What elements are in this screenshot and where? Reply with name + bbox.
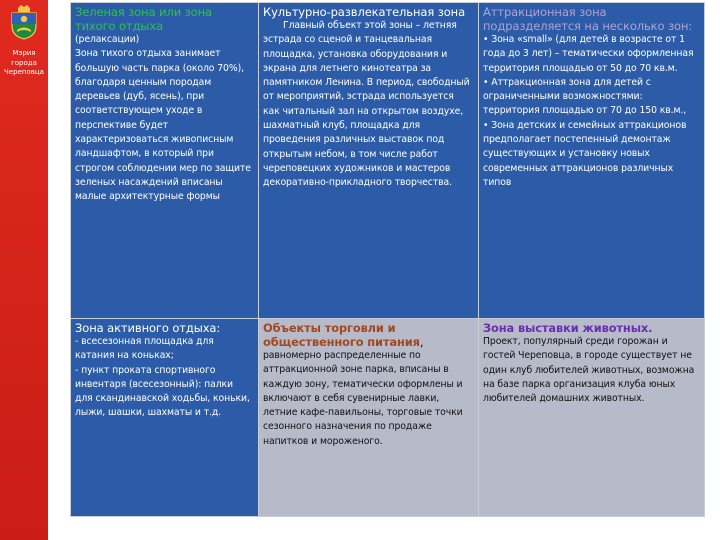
cell-body: Проект, популярный среди горожан и гостей Череповца, в городе существует не один клуб любителей животных, возможна на базе парка организация клуба юных любителей домашних животных. bbox=[483, 336, 695, 405]
cell-title: Зона выставки животных. bbox=[483, 321, 653, 335]
cell-trade-zone bbox=[259, 319, 479, 517]
cell-attraction-zone bbox=[479, 3, 705, 319]
cell-body: равномерно распределенные по аттракционной зоне парка, вписаны в каждую зону, тематически оформлены и включают в себя сувенирные лавки, летние кафе-павильоны, торговые точки сезонного назначения по продаже напитков и мороженого. bbox=[263, 350, 463, 447]
caption-line: Череповца bbox=[4, 68, 44, 76]
city-administration-caption bbox=[0, 49, 48, 78]
list-item: - всесезонная площадка для катания на коньках; bbox=[75, 336, 214, 362]
cell-title-suffix: , bbox=[419, 335, 424, 349]
cell-title: Зеленая зона или зона тихого отдыха bbox=[75, 5, 212, 33]
list-item: • Зона детских и семейных аттракционов предполагает постепенный демонтаж существующих и установку новых современных аттракционов различных типов bbox=[483, 119, 687, 188]
sidebar-strip bbox=[0, 0, 48, 540]
cell-cultural-zone bbox=[259, 3, 479, 319]
cell-body: Зона тихого отдыха занимает большую часть парка (около 70%), благодаря ценным породам деревьев (дуб, ясень), при соответствующем уходе в перспективе будет характеризоваться живописным ландшафтом, в который при строгом соблюдении мер по защите зеленых насаждений вписаны малые архитектурные формы bbox=[75, 48, 251, 203]
list-item: • Аттракционная зона для детей с ограниченными возможностями: территория площадью от 70 до 150 кв.м., bbox=[483, 76, 687, 117]
list-item: • Зона «small» (для детей в возрасте от 1 года до 3 лет) – тематически оформленная территория площадью от 50 до 70 кв.м. bbox=[483, 34, 694, 74]
table-row bbox=[71, 319, 705, 517]
cell-subtitle: (релаксации) bbox=[75, 34, 140, 45]
cell-title: Культурно-развлекательная зона bbox=[263, 5, 466, 19]
list-item: - пункт проката спортивного инвентаря (всесезонный): палки для скандинавской ходьбы, коньки, лыжи, шашки, шахматы и т.д. bbox=[75, 364, 250, 419]
caption-line: города bbox=[11, 58, 37, 67]
cell-quiet-zone bbox=[71, 3, 259, 319]
cell-title: Зона активного отдыха: bbox=[75, 321, 221, 335]
cell-title: Аттракционная зона подразделяется на несколько зон: bbox=[483, 5, 693, 33]
cell-active-zone bbox=[71, 319, 259, 517]
table-row bbox=[71, 3, 705, 319]
park-zones-table bbox=[70, 2, 705, 517]
caption-line: Мэрия bbox=[12, 49, 36, 57]
cell-animal-zone bbox=[479, 319, 705, 517]
cell-body: Главный объект этой зоны – летняя эстрада со сценой и танцевальная площадка, установка оборудования и экрана для летнего кинотеатра за памятником Ленина. В период, свободный от мероприятий, эстрада используется как читальный зал на открытом воздухе, шахматный клуб, площадка для проведения различных выставок под открытым небом, в том числе работ череповецких художников и мастеров декоративно-прикладного творчества. bbox=[263, 20, 470, 189]
cell-title bbox=[263, 321, 473, 349]
cell-title-text: Объекты торговли и общественного питания bbox=[263, 321, 420, 349]
city-coat-of-arms-icon bbox=[9, 4, 39, 40]
